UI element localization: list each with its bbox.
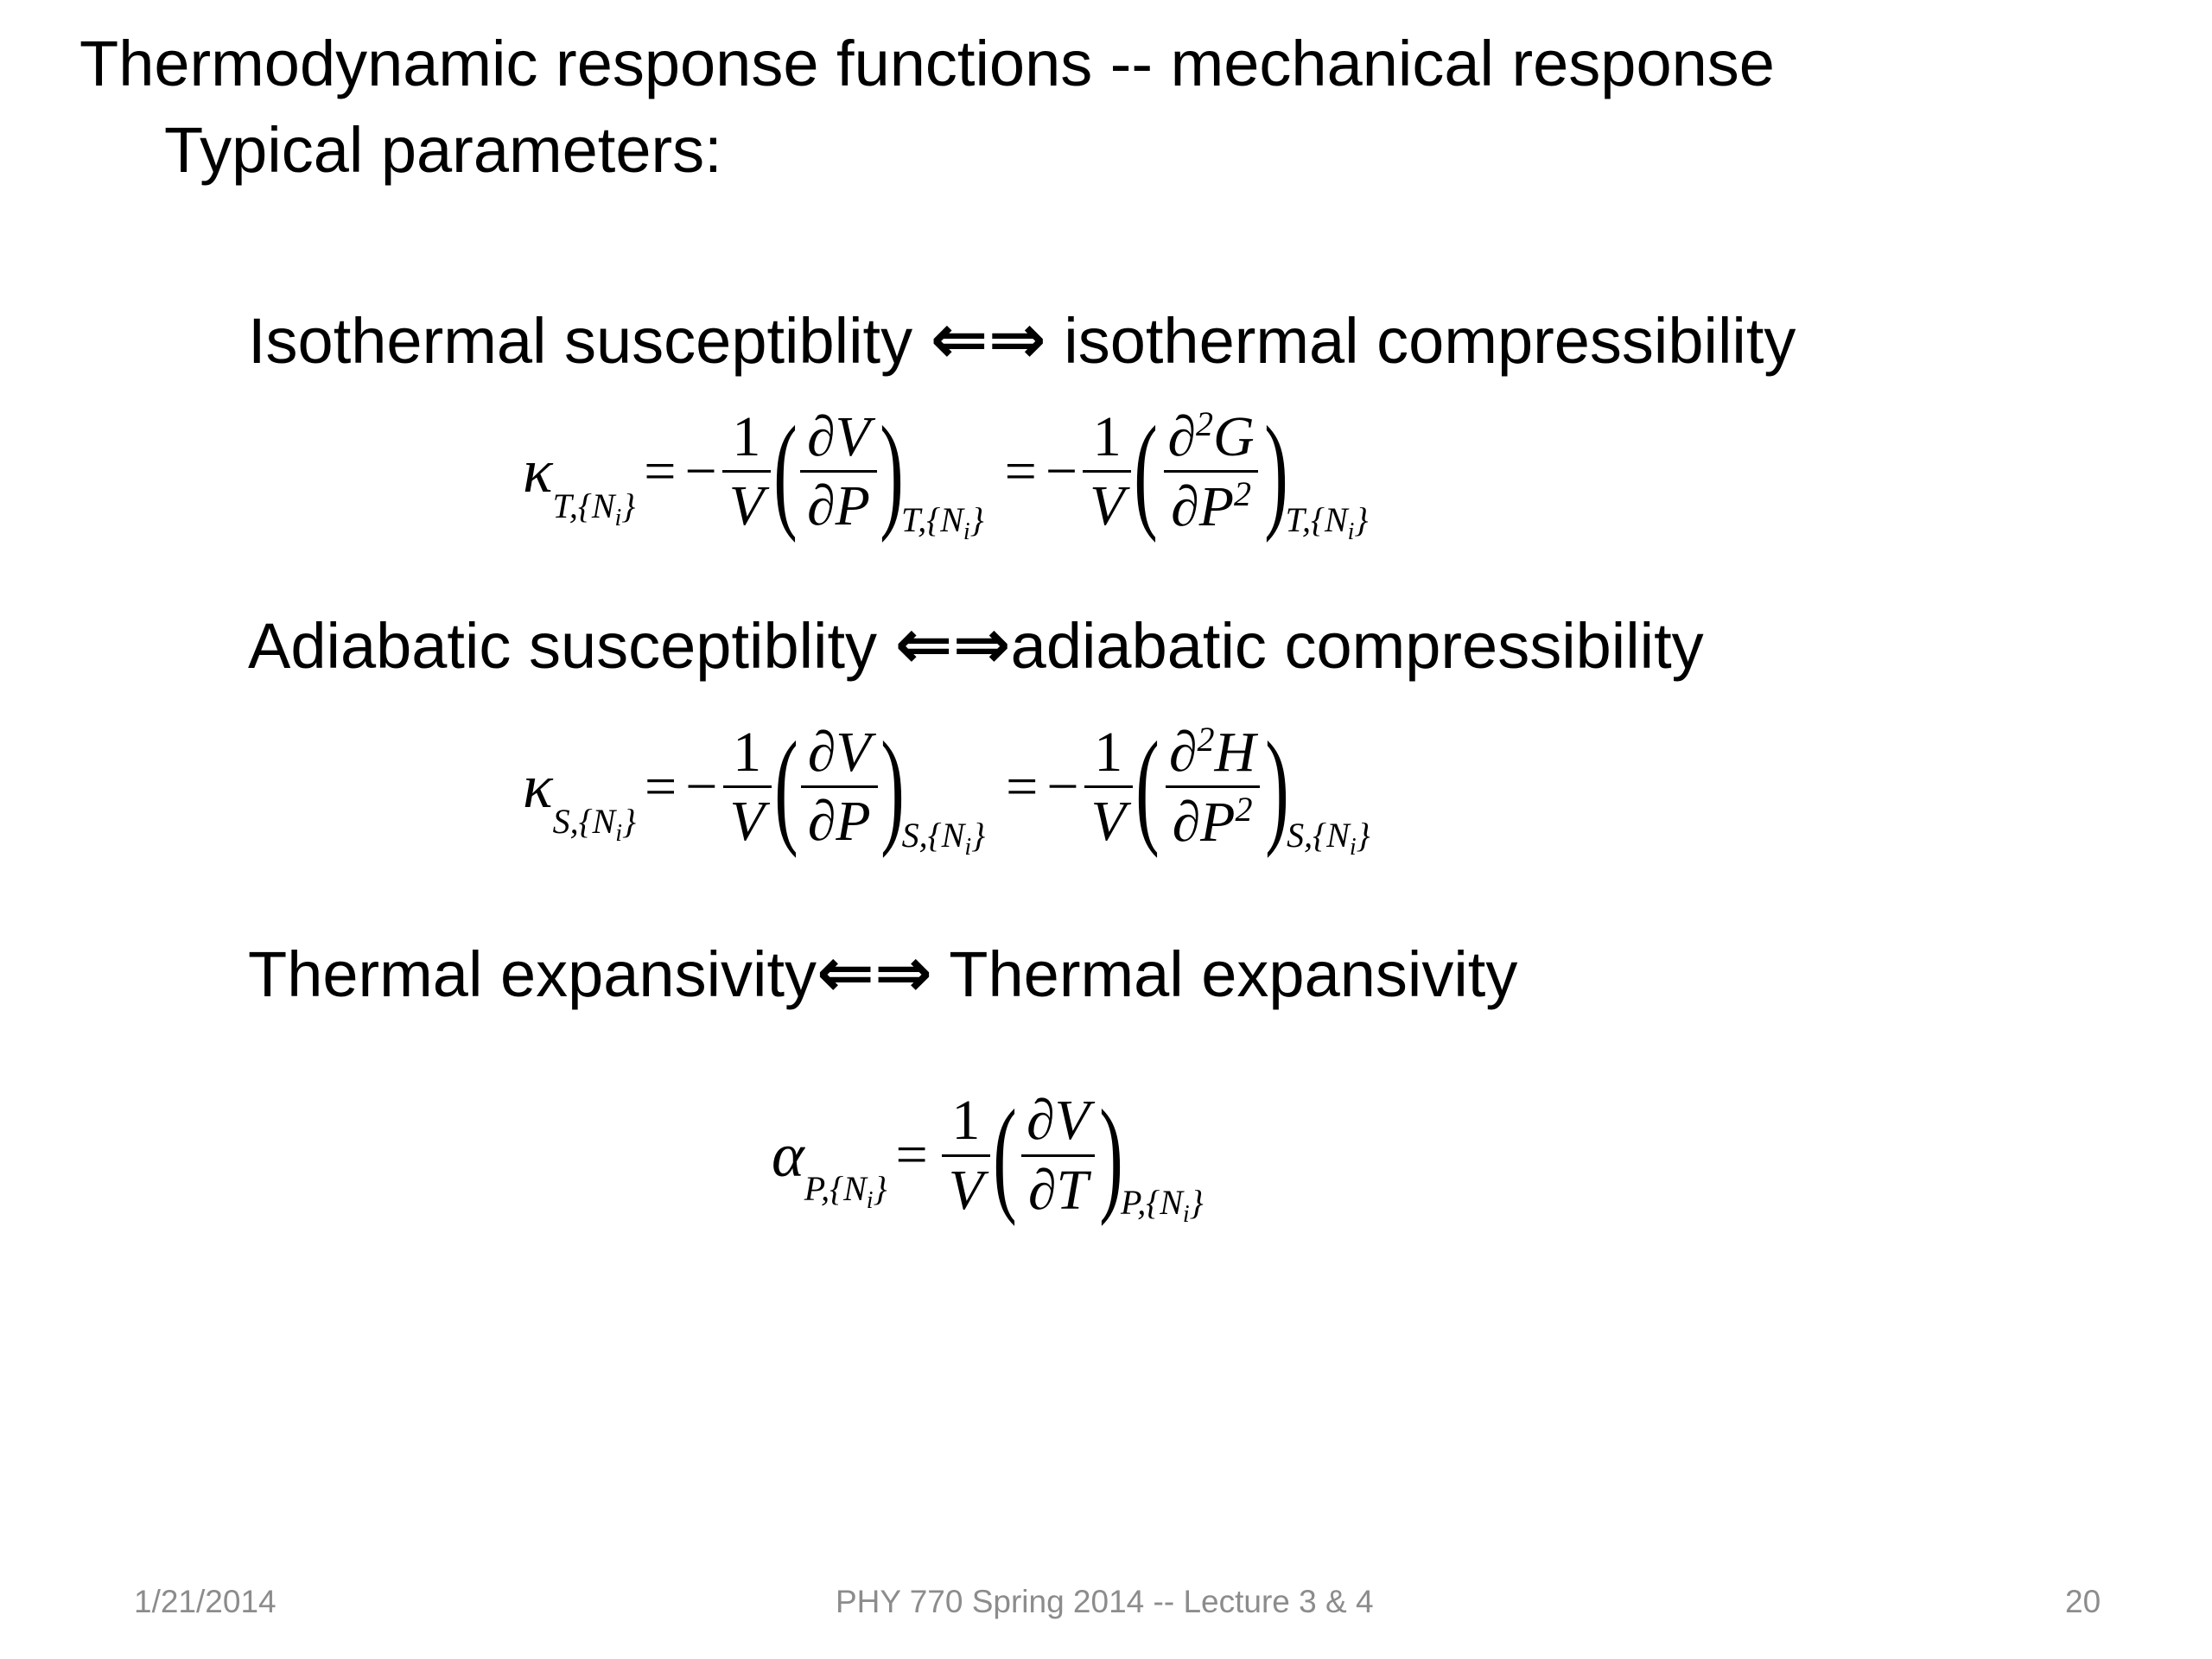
derivative: $\frac{\partial V}{\partial P}$	[800, 407, 877, 537]
footer-date: 1/21/2014	[134, 1584, 276, 1619]
fraction: $\frac{1}{V}$	[1083, 407, 1131, 537]
second-derivative: $\frac{\partial^2G}{\partial P^2}$	[1160, 406, 1261, 537]
isothermal-compressibility-equation: κ $T,\{N_i\}$ = − $\frac{1}{V}$ ( $\frac{\partial V}{\partial P}$ ) $T,\{N_i\}$ = − $\frac{1}{V}$ ( $\frac{\partial^2G}{\partial P^2}$ ) $T,\{N_i\}$	[523, 399, 1369, 545]
adiabatic-heading-right: adiabatic compressibility	[1010, 610, 1704, 682]
adiabatic-compressibility-equation: κ $S,\{N_i\}$ = − $\frac{1}{V}$ ( $\frac{\partial V}{\partial P}$ ) $S,\{N_i\}$ = − $\frac{1}{V}$ ( $\frac{\partial^2H}{\partial P^2}$ ) $S,\{N_i\}$	[523, 715, 1370, 861]
expansivity-heading	[248, 931, 1517, 1014]
isothermal-heading-right: isothermal compressibility	[1046, 305, 1796, 377]
fraction: $\frac{1}{V}$	[942, 1090, 990, 1220]
kappa-symbol: κ	[523, 752, 553, 822]
thermal-expansivity-equation: α $P,\{N_i\}$ = $\frac{1}{V}$ ( $\frac{\partial V}{\partial T}$ ) $P,\{N_i\}$	[772, 1084, 1204, 1228]
isothermal-heading	[248, 298, 1796, 381]
double-arrow-icon: ⇐⇒	[930, 301, 1046, 378]
derivative: $\frac{\partial V}{\partial P}$	[801, 722, 878, 852]
fraction: $\frac{1}{V}$	[722, 407, 771, 537]
derivative: $\frac{\partial V}{\partial T}$	[1020, 1090, 1096, 1220]
adiabatic-heading-left: Adiabatic susceptiblity	[248, 610, 895, 682]
second-derivative: $\frac{\partial^2H}{\partial P^2}$	[1162, 721, 1262, 853]
footer-page-number: 20	[2065, 1584, 2101, 1619]
expansivity-heading-left: Thermal expansivity	[248, 938, 817, 1010]
double-arrow-icon: ⇐⇒	[817, 934, 933, 1011]
footer-course: PHY 770 Spring 2014 -- Lecture 3 & 4	[836, 1584, 1374, 1619]
adiabatic-heading	[248, 603, 1704, 686]
slide-title: Thermodynamic response functions -- mechanical response	[79, 28, 1775, 99]
isothermal-heading-left: Isothermal susceptiblity	[248, 305, 931, 377]
double-arrow-icon: ⇐⇒	[894, 606, 1011, 683]
alpha-symbol: α	[772, 1120, 804, 1190]
expansivity-heading-right: Thermal expansivity	[932, 938, 1518, 1010]
fraction: $\frac{1}{V}$	[1084, 722, 1133, 852]
slide-subtitle: Typical parameters:	[164, 114, 722, 186]
kappa-symbol: κ	[523, 436, 553, 506]
fraction: $\frac{1}{V}$	[723, 722, 772, 852]
